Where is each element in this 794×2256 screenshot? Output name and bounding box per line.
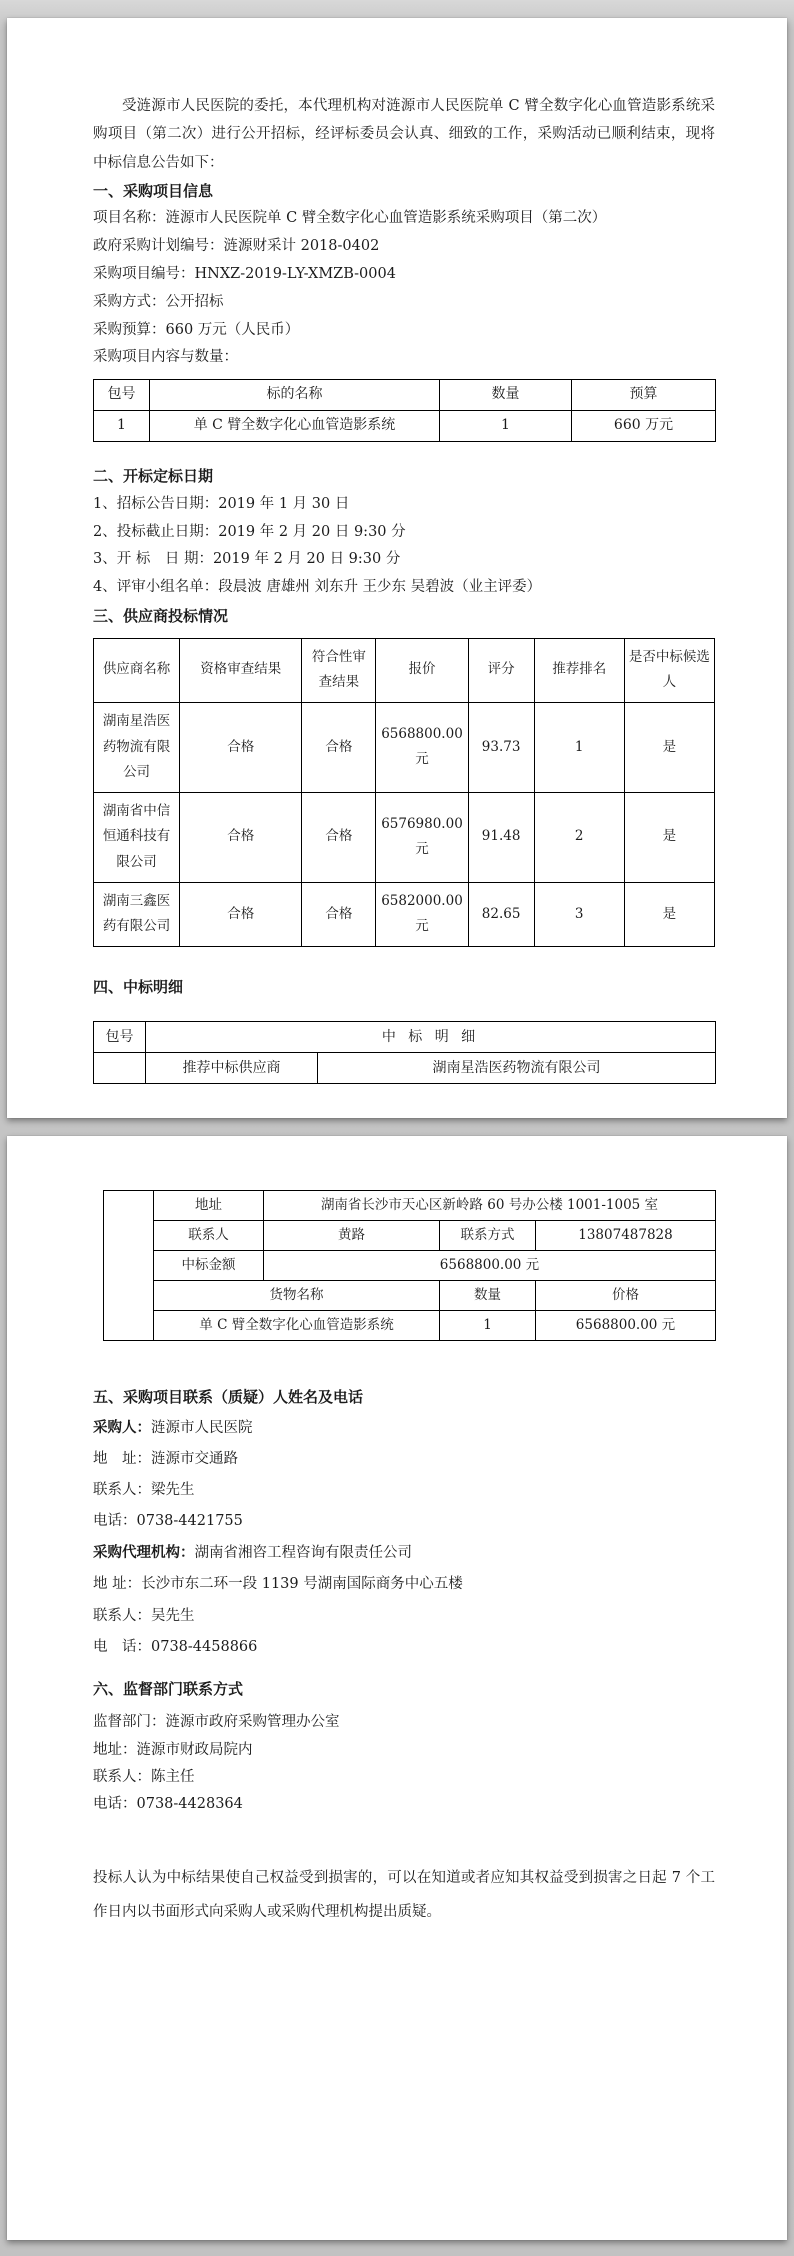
page-1 (7, 18, 787, 1118)
deadline-line: 2、投标截止日期：2019 年 2 月 20 日 9:30 分 (93, 523, 406, 540)
purchaser-label: 采购人： (93, 1418, 151, 1436)
award-row-value: 湖南星浩医药物流有限公司 (318, 1053, 716, 1084)
award-table (93, 1021, 716, 1084)
winner-goods-label: 货物名称 (154, 1281, 440, 1311)
award-empty-cell (94, 1053, 146, 1084)
agency-line (93, 1537, 715, 1569)
winner-price-label: 价格 (536, 1281, 716, 1311)
items-cell-subject: 单 C 臂全数字化心血管造影系统 (150, 411, 440, 442)
items-cell-budget: 660 万元 (572, 411, 716, 442)
winner-detail-table (103, 1190, 716, 1341)
plan-no-line: 政府采购计划编号：涟源财采计 2018-0402 (93, 238, 380, 255)
project-name-line: 项目名称：涟源市人民医院单 C 臂全数字化心血管造影系统采购项目（第二次） (93, 210, 607, 227)
bids-header-candidate: 是否中标候选人 (624, 638, 714, 702)
winner-phone-value: 13807487828 (536, 1221, 716, 1251)
bid-supplier: 湖南三鑫医药有限公司 (94, 882, 180, 946)
bids-table-row (94, 702, 715, 792)
purchaser-line (93, 1412, 715, 1444)
supervisor-phone-line: 电话：0738-4428364 (93, 1796, 243, 1813)
bids-header-supplier: 供应商名称 (94, 638, 180, 702)
winner-amount-value: 6568800.00 元 (264, 1251, 716, 1281)
announce-date-line: 1、招标公告日期：2019 年 1 月 30 日 (93, 495, 350, 512)
bid-price: 6568800.00 元 (376, 702, 468, 792)
agency-phone-line: 电 话：0738-4458866 (93, 1638, 258, 1655)
bid-supplier: 湖南星浩医药物流有限公司 (94, 702, 180, 792)
section4-heading: 四、中标明细 (93, 977, 184, 996)
bid-rank: 1 (534, 702, 624, 792)
bids-header-qualification: 资格审查结果 (180, 638, 302, 702)
bids-header-rank: 推荐排名 (534, 638, 624, 702)
items-cell-package: 1 (94, 411, 150, 442)
bids-table-header-row (94, 638, 715, 702)
winner-address-row (104, 1191, 716, 1221)
bid-candidate: 是 (624, 702, 714, 792)
purchaser-phone-line: 电话：0738-4421755 (93, 1513, 243, 1530)
award-header-package: 包号 (94, 1022, 146, 1053)
bid-candidate: 是 (624, 882, 714, 946)
bid-rank: 2 (534, 792, 624, 882)
bid-conformity: 合格 (302, 702, 376, 792)
winner-amount-row (104, 1251, 716, 1281)
winner-phone-label: 联系方式 (440, 1221, 536, 1251)
bid-score: 82.65 (468, 882, 534, 946)
bids-header-conformity: 符合性审查结果 (302, 638, 376, 702)
winner-qty-value: 1 (440, 1311, 536, 1341)
dispute-note: 投标人认为中标结果使自己权益受到损害的，可以在知道或者应知其权益受到损害之日起 7 个工作日内以书面形式向采购人或采购代理机构提出质疑。 (93, 1870, 715, 1920)
purchaser-value: 涟源市人民医院 (151, 1419, 253, 1436)
bids-table (93, 638, 715, 947)
winner-address-label: 地址 (154, 1191, 264, 1221)
section6-heading: 六、监督部门联系方式 (93, 1679, 244, 1698)
section2-heading: 二、开标定标日期 (93, 467, 214, 486)
agency-contact-line: 联系人：吴先生 (93, 1607, 195, 1624)
agency-value: 湖南省湘咨工程咨询有限责任公司 (194, 1545, 412, 1562)
section3-heading: 三、供应商投标情况 (93, 607, 229, 626)
items-table-row (94, 411, 716, 442)
award-row-label: 推荐中标供应商 (146, 1053, 318, 1084)
section1-heading: 一、采购项目信息 (93, 181, 214, 200)
items-header-budget: 预算 (572, 380, 716, 411)
items-header-qty: 数量 (440, 380, 572, 411)
bid-qualification: 合格 (180, 792, 302, 882)
winner-address-value: 湖南省长沙市天心区新岭路 60 号办公楼 1001-1005 室 (264, 1191, 716, 1221)
winner-empty-cell (104, 1191, 154, 1341)
agency-label: 采购代理机构： (93, 1544, 195, 1562)
bid-qualification: 合格 (180, 702, 302, 792)
supervisor-line: 监督部门：涟源市政府采购管理办公室 (93, 1714, 340, 1731)
bid-conformity: 合格 (302, 792, 376, 882)
bid-price: 6576980.00 元 (376, 792, 468, 882)
winner-amount-label: 中标金额 (154, 1251, 264, 1281)
agency-address-line: 地 址：长沙市东二环一段 1139 号湖南国际商务中心五楼 (93, 1576, 463, 1593)
winner-qty-label: 数量 (440, 1281, 536, 1311)
bid-candidate: 是 (624, 792, 714, 882)
committee-line: 4、评审小组名单：段晨波 唐雄州 刘东升 王少东 吴碧波（业主评委） (93, 579, 542, 596)
items-header-subject: 标的名称 (150, 380, 440, 411)
method-line: 采购方式：公开招标 (93, 293, 224, 310)
supervisor-contact-line: 联系人：陈主任 (93, 1768, 195, 1785)
winner-contact-row (104, 1221, 716, 1251)
intro-paragraph: 受涟源市人民医院的委托，本代理机构对涟源市人民医院单 C 臂全数字化心血管造影系统采购项目（第二次）进行公开招标，经评标委员会认真、细致的工作，采购活动已顺利结束，现将中标信息公告如下： (93, 98, 715, 171)
bid-rank: 3 (534, 882, 624, 946)
items-header-package: 包号 (94, 380, 150, 411)
bid-qualification: 合格 (180, 882, 302, 946)
award-table-row (94, 1053, 716, 1084)
section5-heading: 五、采购项目联系（质疑）人姓名及电话 (93, 1388, 364, 1406)
winner-goods-row (104, 1311, 716, 1341)
purchaser-address-line: 地 址：涟源市交通路 (93, 1450, 238, 1467)
bid-supplier: 湖南省中信恒通科技有限公司 (94, 792, 180, 882)
bid-price: 6582000.00 元 (376, 882, 468, 946)
budget-line: 采购预算：660 万元（人民币） (93, 321, 300, 338)
content-label-line: 采购项目内容与数量： (93, 349, 238, 366)
bids-header-score: 评分 (468, 638, 534, 702)
winner-contact-label: 联系人 (154, 1221, 264, 1251)
bids-table-row (94, 882, 715, 946)
items-table (93, 379, 716, 442)
bids-table-row (94, 792, 715, 882)
winner-goods-value: 单 C 臂全数字化心血管造影系统 (154, 1311, 440, 1341)
items-table-header-row (94, 380, 716, 411)
award-title-cell: 中 标 明 细 (146, 1022, 716, 1053)
items-cell-qty: 1 (440, 411, 572, 442)
supervisor-address-line: 地址：涟源市财政局院内 (93, 1741, 253, 1758)
bid-conformity: 合格 (302, 882, 376, 946)
open-date-line: 3、开 标 日 期：2019 年 2 月 20 日 9:30 分 (93, 551, 401, 568)
winner-contact-value: 黄路 (264, 1221, 440, 1251)
winner-goods-header-row (104, 1281, 716, 1311)
project-no-line: 采购项目编号：HNXZ-2019-LY-XMZB-0004 (93, 265, 396, 282)
award-table-title-row (94, 1022, 716, 1053)
winner-price-value: 6568800.00 元 (536, 1311, 716, 1341)
bids-header-price: 报价 (376, 638, 468, 702)
bid-score: 91.48 (468, 792, 534, 882)
page-2 (7, 1136, 787, 2240)
purchaser-contact-line: 联系人：梁先生 (93, 1481, 195, 1498)
bid-score: 93.73 (468, 702, 534, 792)
